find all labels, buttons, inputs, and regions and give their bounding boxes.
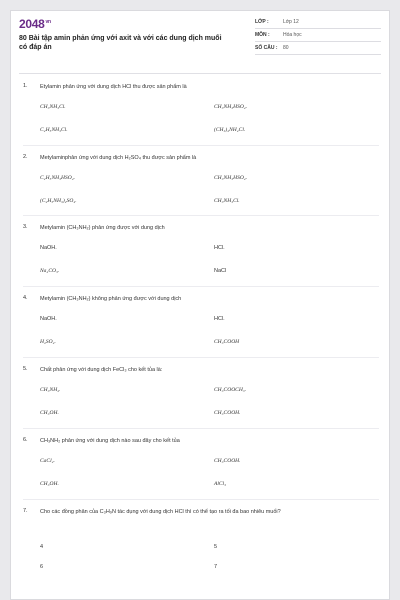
question-2	[11, 154, 390, 220]
question-6	[11, 437, 390, 503]
question-text: CH₃NH₂ phản ứng với dung dịch nào sau đây cho kết tủa	[40, 438, 180, 444]
answer-option[interactable]: CH₃COOH.	[214, 410, 241, 416]
answer-option[interactable]: 4	[40, 544, 44, 550]
meta-question-count: SỐ CÂU : 80	[255, 43, 381, 55]
answer-option[interactable]: C₂H₅NH₃HSO₄.	[40, 175, 75, 181]
question-number: 5.	[23, 366, 28, 372]
answer-option[interactable]: Na₂CO₃.	[40, 268, 60, 274]
answer-option[interactable]: HCl.	[214, 316, 225, 322]
answer-option[interactable]: CH₃COOCH₃.	[214, 387, 247, 393]
question-text: Metylamin (CH₃NH₂) phản ứng được với dung dịch	[40, 225, 165, 231]
answer-option[interactable]: CH₃NH₃Cl.	[214, 198, 240, 204]
question-text: Cho các đồng phân của C₃H₉N tác dụng với dung dịch HCl thì có thể tạo ra tối đa bao nhiêu muối?	[40, 509, 281, 515]
question-7	[11, 508, 390, 574]
header-divider	[19, 73, 381, 74]
question-text: Chất phản ứng với dung dịch FeCl₃ cho kết tủa là:	[40, 367, 163, 373]
question-5	[11, 366, 390, 432]
question-divider	[23, 215, 379, 216]
question-divider	[23, 499, 379, 500]
site-logo[interactable]: $2048^{vn}$	[19, 17, 51, 31]
answer-option[interactable]: NaOH.	[40, 316, 57, 322]
question-text: Etylamin phản ứng với dung dịch HCl thu được sản phẩm là	[40, 84, 187, 90]
question-divider	[23, 428, 379, 429]
question-4	[11, 295, 390, 361]
question-number: 6.	[23, 437, 28, 443]
answer-option[interactable]: NaOH.	[40, 245, 57, 251]
question-number: 4.	[23, 295, 28, 301]
answer-option[interactable]: AlCl₃	[214, 481, 226, 487]
question-3	[11, 224, 390, 290]
question-text: Metylaminphản ứng với dung dịch H₂SO₄ thu được sản phẩm là	[40, 155, 197, 161]
answer-option[interactable]: CH₃NH₂.	[40, 387, 61, 393]
answer-option[interactable]: HCl.	[214, 245, 225, 251]
question-number: 2.	[23, 154, 28, 160]
answer-option[interactable]: 5	[214, 544, 218, 550]
question-number: 7.	[23, 508, 28, 514]
answer-option[interactable]: CH₃COOH.	[214, 458, 241, 464]
answer-option[interactable]: CH₃OH.	[40, 410, 59, 416]
answer-option[interactable]: CH₃NH₃HSO₄.	[214, 104, 248, 110]
answer-option[interactable]: (CH₃)₂NH₂Cl.	[214, 127, 246, 133]
answer-option[interactable]: C₂H₅NH₃Cl.	[40, 127, 68, 133]
answer-option[interactable]: CH₃NH₃HSO₄.	[214, 175, 248, 181]
question-divider	[23, 145, 379, 146]
document-header	[11, 11, 390, 67]
meta-grade: LỚP : Lớp 12	[255, 17, 381, 29]
question-text: Metylamin (CH₃NH₂) không phản ứng được với dung dịch	[40, 296, 182, 302]
answer-option[interactable]: (C₂H₅NH₃)₂SO₄.	[40, 198, 77, 204]
answer-option[interactable]: CH₃NH₃Cl.	[40, 104, 66, 110]
answer-option[interactable]: CH₃OH.	[40, 481, 59, 487]
answer-option[interactable]: CH₃COOH	[214, 339, 240, 345]
answer-option[interactable]: H₂SO₄.	[40, 339, 56, 345]
document-page	[10, 10, 390, 600]
answer-option[interactable]: NaCl	[214, 268, 227, 274]
question-divider	[23, 286, 379, 287]
meta-subject: MÔN : Hóa học	[255, 30, 381, 42]
question-number: 1.	[23, 83, 28, 89]
question-number: 3.	[23, 224, 28, 230]
answer-option[interactable]: 6	[40, 564, 44, 570]
question-divider	[23, 357, 379, 358]
answer-option[interactable]: 7	[214, 564, 218, 570]
answer-option[interactable]: CaCl₂.	[40, 458, 55, 464]
page-title: 80 Bài tập amin phản ứng với axit và với các dung dịch muối có đáp án	[19, 35, 222, 51]
question-1	[11, 83, 390, 149]
